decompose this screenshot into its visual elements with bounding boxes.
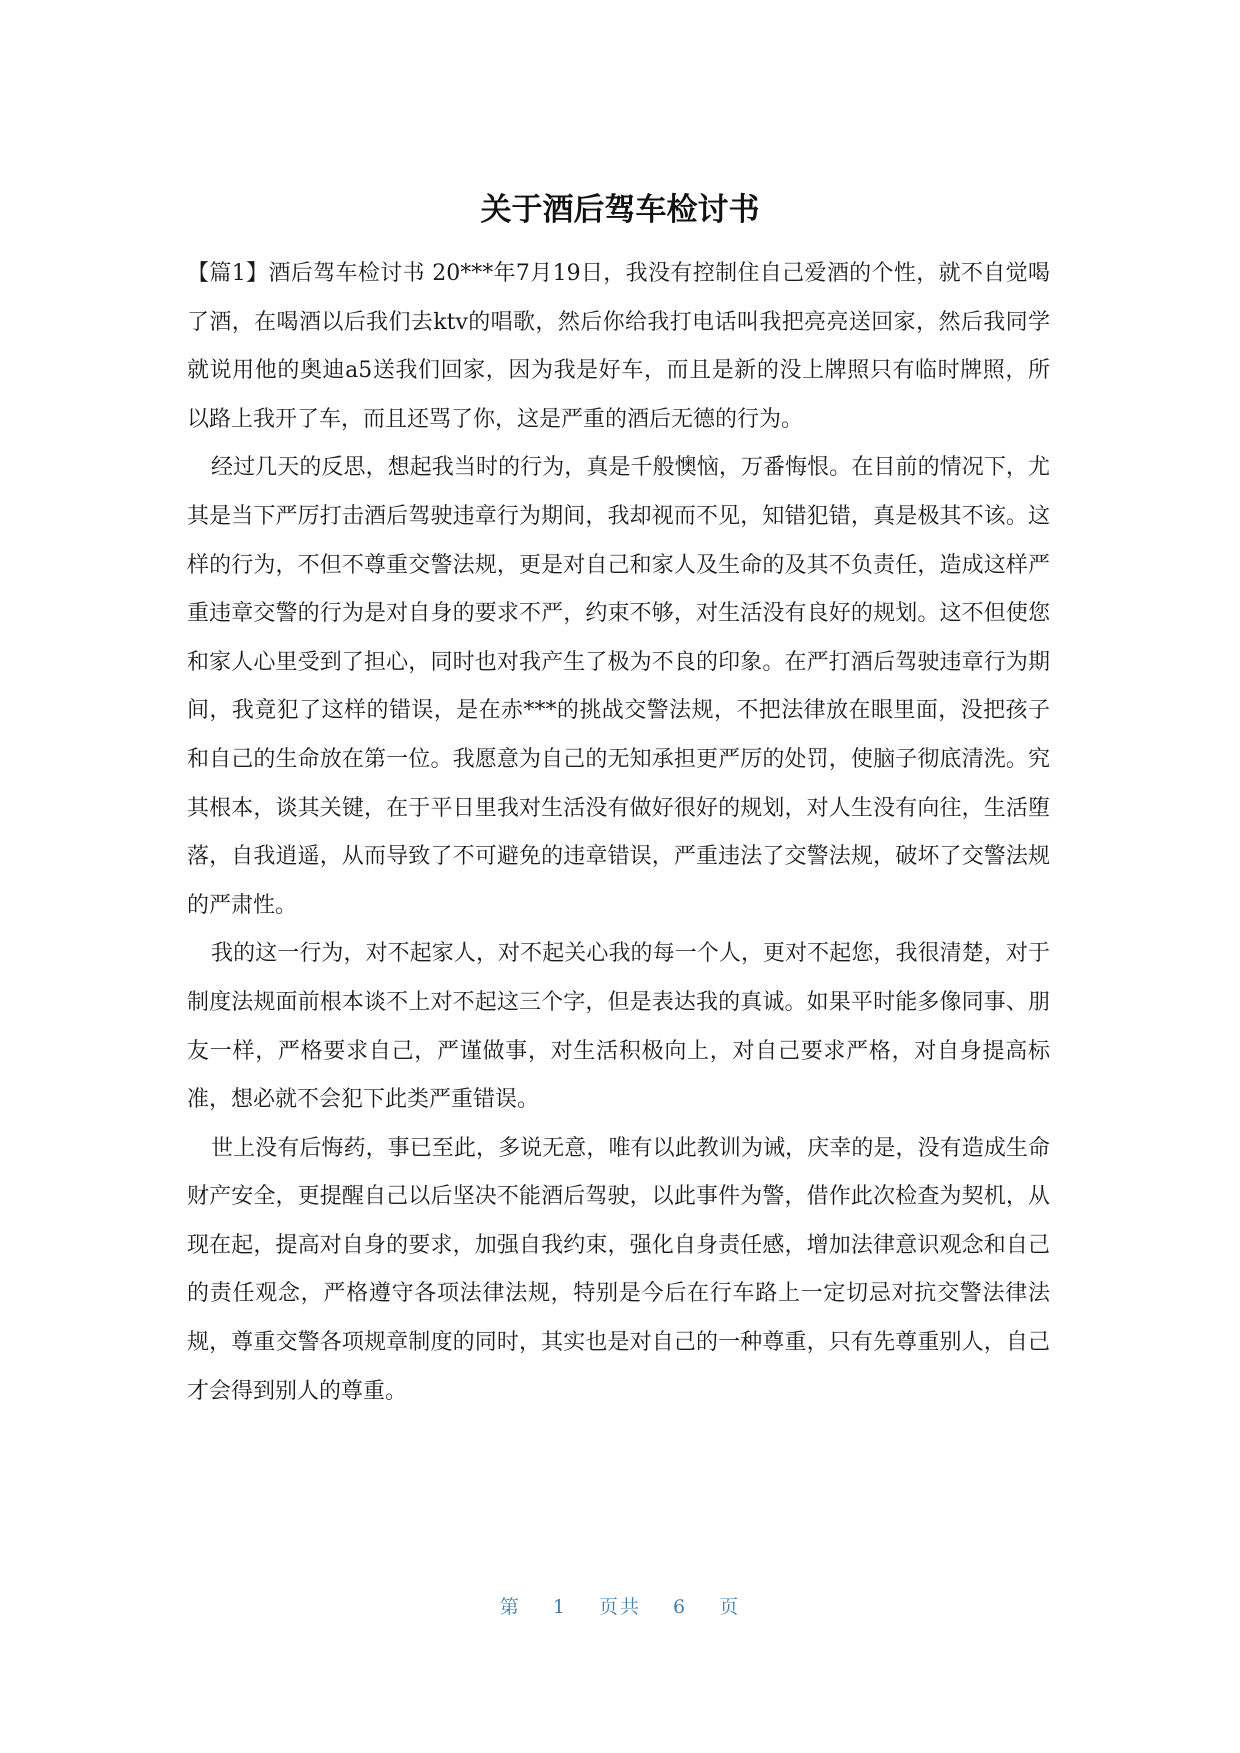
footer-current-page: 1 (552, 1596, 567, 1618)
footer-label-of: 页共 (598, 1596, 641, 1618)
paragraph-2: 经过几天的反思，想起我当时的行为，真是千般懊恼，万番悔恨。在目前的情况下，尤其是当下严厉打击酒后驾驶违章行为期间，我却视而不见，知错犯错，真是极其不该。这样的行为，不但不尊重交警法规，更是对自己和家人及生命的及其不负责任，造成这样严重违章交警的行为是对自身的要求不严，约束不够，对生活没有良好的规划。这不但使您和家人心里受到了担心，同时也对我产生了极为不良的印象。在严打酒后驾驶违章行为期间，我竟犯了这样的错误，是在赤***的挑战交警法规，不把法律放在眼里面，没把孩子和自己的生命放在第一位。我愿意为自己的无知承担更严厉的处罚，使脑子彻底清洗。究其根本，谈其关键，在于平日里我对生活没有做好很好的规划，对人生没有向往，生活堕落，自我逍遥，从而导致了不可避免的违章错误，严重违法了交警法规，破坏了交警法规的严肃性。 (187, 455, 1050, 918)
document-body (187, 250, 1050, 1416)
paragraph-3: 我的这一行为，对不起家人，对不起关心我的每一个人，更对不起您，我很清楚，对于制度法规面前根本谈不上对不起这三个字，但是表达我的真诚。如果平时能多像同事、朋友一样，严格要求自己，严谨做事，对生活积极向上，对自己要求严格，对自身提高标准，想必就不会犯下此类严重错误。 (187, 941, 1050, 1113)
footer-total-pages: 6 (673, 1596, 688, 1618)
footer-label-end: 页 (719, 1596, 741, 1618)
paragraph-4: 世上没有后悔药，事已至此，多说无意，唯有以此教训为诫，庆幸的是，没有造成生命财产安全，更提醒自己以后坚决不能酒后驾驶，以此事件为警，借作此次检查为契机，从现在起，提高对自身的要求，加强自我约束，强化自身责任感，增加法律意识观念和自己的责任观念，严格遵守各项法律法规，特别是今后在行车路上一定切忌对抗交警法律法规，尊重交警各项规章制度的同时，其实也是对自己的一种尊重，只有先尊重别人，自己才会得到别人的尊重。 (187, 1135, 1050, 1404)
document-title: 关于酒后驾车检讨书 (480, 192, 760, 228)
footer-label-page: 第 (499, 1596, 521, 1618)
paragraph-1: 【篇1】酒后驾车检讨书 20***年7月19日，我没有控制住自己爱酒的个性，就不自觉喝了酒，在喝酒以后我们去ktv的唱歌，然后你给我打电话叫我把亮亮送回家，然后我同学就说用他的奥迪a5送我们回家，因为我是好车，而且是新的没上牌照只有临时牌照，所以路上我开了车，而且还骂了你，这是严重的酒后无德的行为。 (187, 261, 1050, 432)
page-footer (0, 1592, 1240, 1619)
